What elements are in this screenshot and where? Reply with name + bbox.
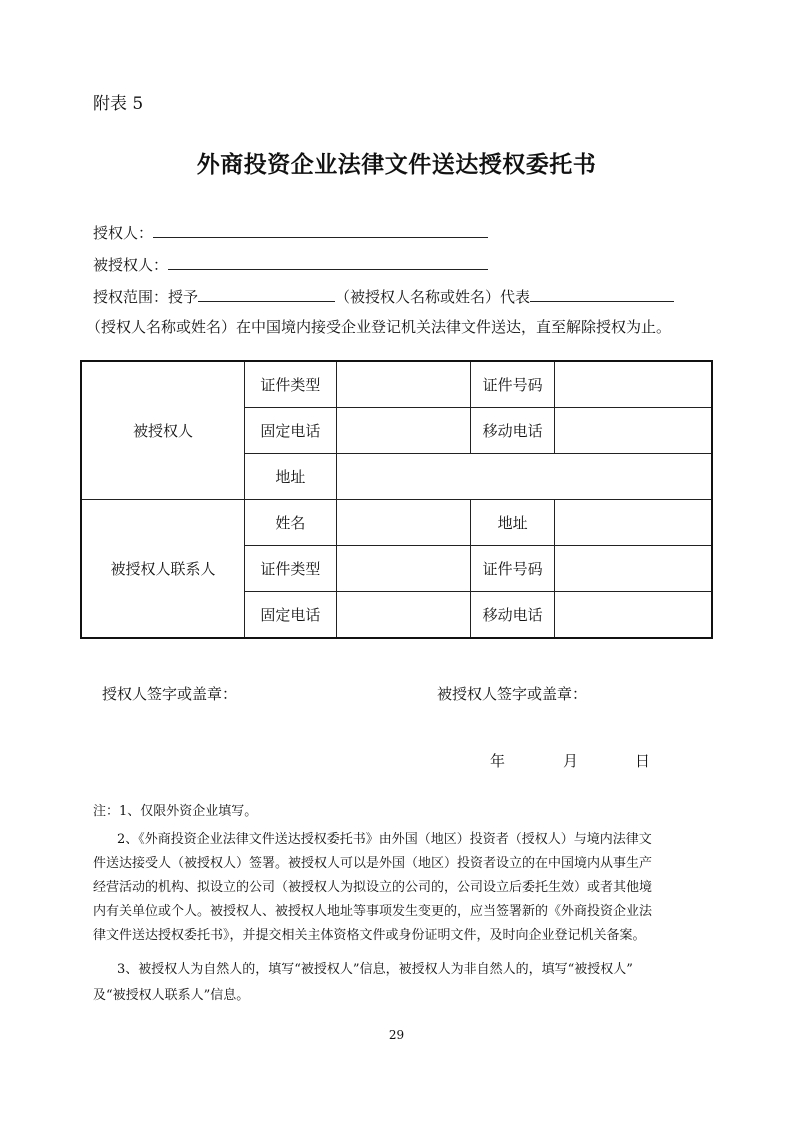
contact-id-number-field[interactable] [555, 546, 712, 592]
contact-id-type-label: 证件类型 [244, 546, 336, 592]
contact-address-field[interactable] [555, 500, 712, 546]
note-2-line-2: 件送达接受人（被授权人）签署。被授权人可以是外国（地区）投资者设立的在中国境内从事生产 [93, 856, 653, 871]
contact-name-field[interactable] [336, 500, 471, 546]
note-2-line-1: 2、《外商投资企业法律文件送达授权委托书》由外国（地区）投资者（授权人）与境内法律文 [117, 832, 652, 847]
note-1: 注：1、仅限外资企业填写。 [93, 804, 258, 819]
scope-line-2: （授权人名称或姓名）在中国境内接受企业登记机关法律文件送达，直至解除授权为止。 [86, 318, 672, 336]
authorized-blank[interactable] [168, 254, 488, 270]
note-2-line-3: 经营活动的机构、拟设立的公司（被授权人为拟设立的公司的，公司设立后委托生效）或者其他境 [93, 880, 653, 895]
scope-label: 授权范围： [93, 288, 169, 306]
contact-id-type-field[interactable] [336, 546, 471, 592]
landline-label: 固定电话 [244, 408, 336, 454]
note-2-line-4: 内有关单位或个人。被授权人、被授权人地址等事项发生变更的，应当签署新的《外商投资企业法 [93, 904, 653, 919]
note-3-line-1: 3、被授权人为自然人的，填写“被授权人”信息，被授权人为非自然人的，填写“被授权人” [117, 962, 633, 977]
scope-represent-blank[interactable] [530, 286, 674, 302]
page-number: 29 [388, 1028, 405, 1042]
id-type-field[interactable] [336, 361, 471, 408]
contact-name-label: 姓名 [244, 500, 336, 546]
scope-grant-blank[interactable] [198, 286, 335, 302]
scope-line [93, 286, 674, 307]
authorizer-label: 授权人： [93, 224, 154, 242]
contact-id-number-label: 证件号码 [471, 546, 555, 592]
page-title: 外商投资企业法律文件送达授权委托书 [196, 151, 597, 178]
address-label: 地址 [244, 454, 336, 500]
scope-paren: （被授权人名称或姓名）代表 [335, 288, 531, 306]
contact-landline-field[interactable] [336, 592, 471, 639]
address-field[interactable] [336, 454, 712, 500]
mobile-label: 移动电话 [471, 408, 555, 454]
contact-address-label: 地址 [471, 500, 555, 546]
authorized-signature-label: 被授权人签字或盖章： [437, 685, 588, 703]
mobile-field[interactable] [555, 408, 712, 454]
date-day: 日 [635, 752, 651, 770]
contact-mobile-label: 移动电话 [471, 592, 555, 639]
id-type-label: 证件类型 [244, 361, 336, 408]
contact-mobile-field[interactable] [555, 592, 712, 639]
authorized-label: 被授权人： [93, 256, 169, 274]
authorized-group-label: 被授权人 [81, 361, 244, 500]
authorization-table [80, 360, 713, 639]
authorizer-blank[interactable] [153, 222, 488, 238]
appendix-label: 附表 5 [93, 94, 144, 114]
id-number-label: 证件号码 [471, 361, 555, 408]
authorizer-signature-label: 授权人签字或盖章： [102, 685, 238, 703]
contact-landline-label: 固定电话 [244, 592, 336, 639]
contact-group-label: 被授权人联系人 [81, 500, 244, 639]
note-2-line-5: 律文件送达授权委托书》，并提交相关主体资格文件或身份证明文件，及时向企业登记机关备案。 [93, 928, 646, 943]
note-3-line-2: 及“被授权人联系人”信息。 [93, 988, 250, 1003]
landline-field[interactable] [336, 408, 471, 454]
id-number-field[interactable] [555, 361, 712, 408]
date-year: 年 [490, 752, 506, 770]
authorized-line [93, 254, 488, 275]
authorizer-line [93, 222, 488, 243]
scope-grant: 授予 [168, 288, 199, 306]
date-month: 月 [563, 752, 579, 770]
